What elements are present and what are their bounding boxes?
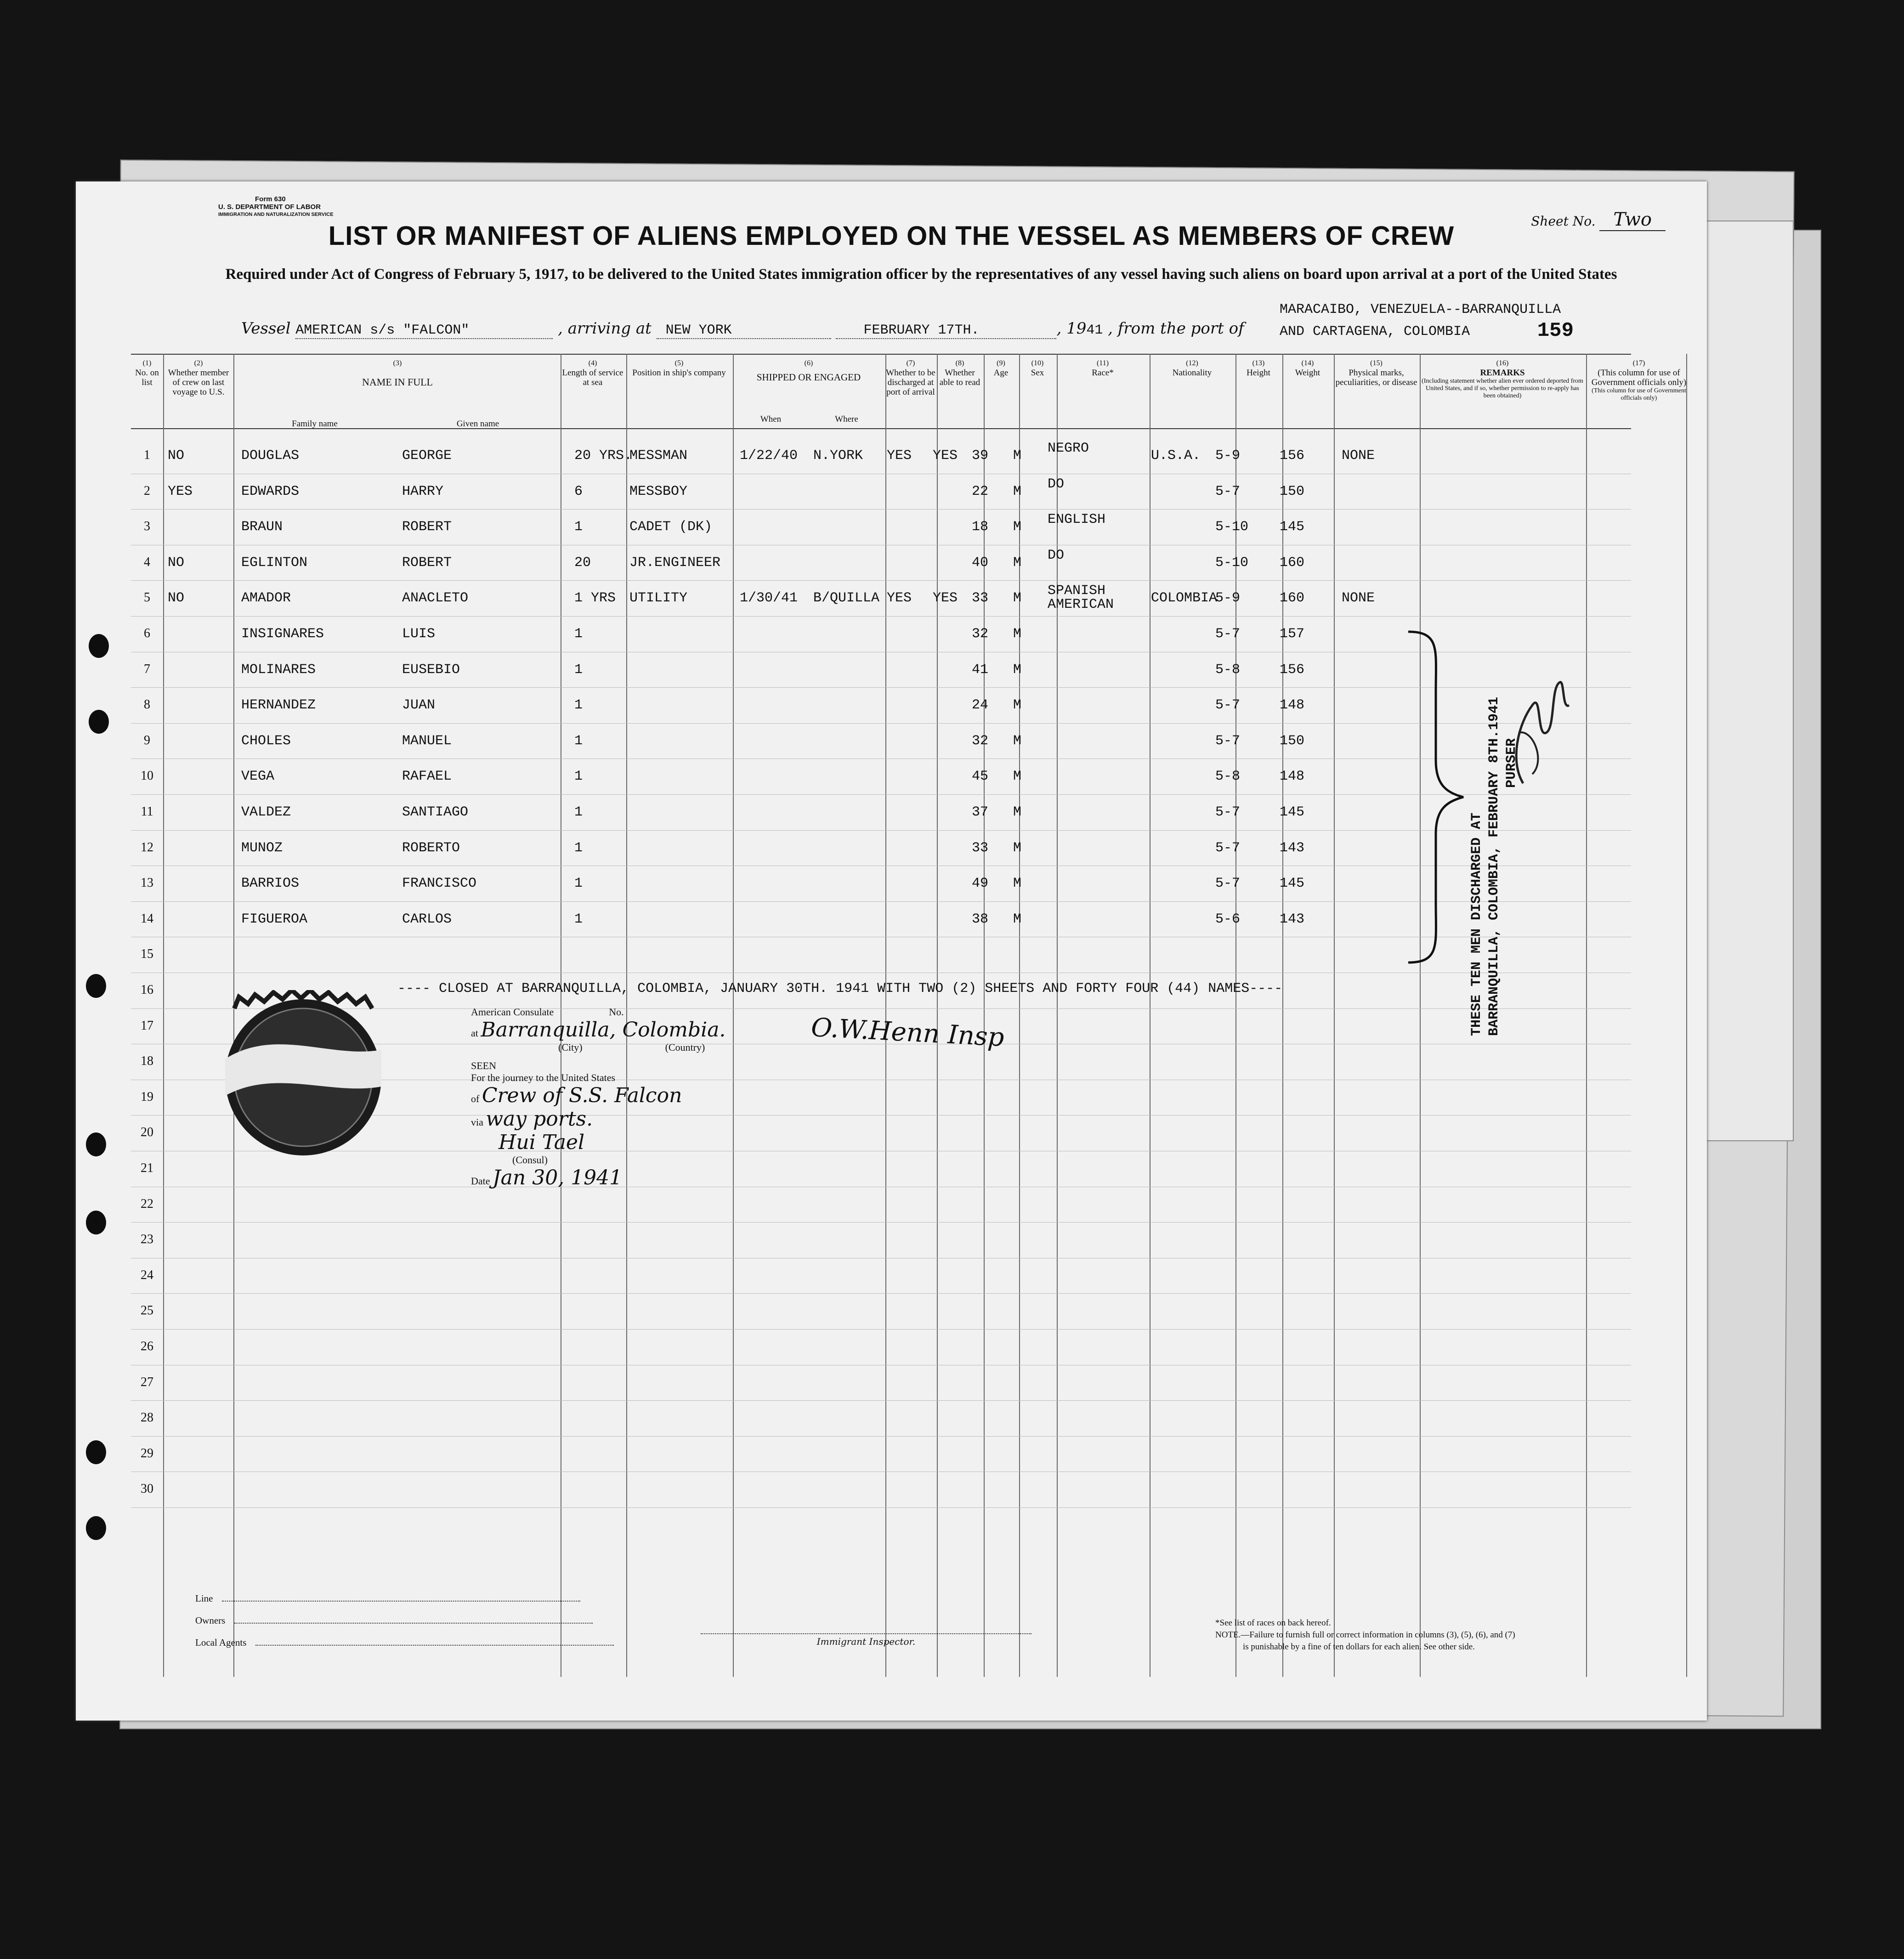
punch-hole <box>86 974 106 998</box>
cell-given: LUIS <box>402 626 436 642</box>
cell-height: 5-7 <box>1215 626 1241 642</box>
cell-sex: M <box>1013 733 1022 749</box>
immigrant-inspector-line: Immigrant Inspector. <box>701 1633 1031 1647</box>
cell-weight: 160 <box>1280 555 1305 571</box>
cell-service: 1 <box>574 626 583 642</box>
column-divider <box>1235 354 1236 1677</box>
cell-weight: 145 <box>1280 804 1305 820</box>
cell-age: 37 <box>972 804 989 820</box>
cell-height: 5-7 <box>1215 483 1241 499</box>
from-port-1: MARACAIBO, VENEZUELA--BARRANQUILLA <box>1280 302 1561 317</box>
cell-when: 1/30/41 <box>740 590 798 606</box>
column-divider <box>163 354 164 1677</box>
cell-read: YES <box>933 448 958 464</box>
of-label: of <box>471 1093 480 1104</box>
cell-sex: M <box>1013 448 1022 464</box>
cell-height: 5-7 <box>1215 697 1241 713</box>
cell-family: DOUGLAS <box>241 448 300 464</box>
cell-given: JUAN <box>402 697 436 713</box>
cell-position: CADET (DK) <box>629 519 713 535</box>
consulate-label: American Consulate <box>471 1006 554 1018</box>
seen-label: SEEN <box>471 1060 496 1071</box>
row-number: 12 <box>141 840 153 855</box>
cell-nationality: COLOMBIA <box>1151 590 1218 606</box>
row-number: 2 <box>144 483 150 498</box>
cell-weight: 150 <box>1280 483 1305 499</box>
row-number: 25 <box>141 1303 153 1318</box>
row-rule <box>131 616 1631 617</box>
cell-service: 20 YRS. <box>574 448 633 464</box>
header-where: Where <box>835 414 858 424</box>
cell-age: 18 <box>972 519 989 535</box>
punch-hole <box>86 1211 106 1234</box>
row-number: 18 <box>141 1054 153 1069</box>
column-divider <box>1282 354 1283 1677</box>
row-number: 14 <box>141 911 153 926</box>
row-number: 3 <box>144 519 150 534</box>
cell-given: CARLOS <box>402 911 452 927</box>
cell-height: 5-6 <box>1215 911 1241 927</box>
cell-family: AMADOR <box>241 590 291 606</box>
cell-family: INSIGNARES <box>241 626 324 642</box>
visa-date: Jan 30, 1941 <box>493 1166 623 1189</box>
column-divider <box>937 354 938 1677</box>
column-divider <box>733 354 734 1677</box>
cell-age: 32 <box>972 626 989 642</box>
footer-fields <box>195 1587 614 1653</box>
row-number: 9 <box>144 733 150 747</box>
row-number: 4 <box>144 555 150 569</box>
cell-position: MESSBOY <box>629 483 688 499</box>
cell-discharged: YES <box>887 590 912 606</box>
cell-age: 39 <box>972 448 989 464</box>
header-read: (8) Whether able to read <box>939 359 980 387</box>
cell-sex: M <box>1013 876 1022 892</box>
consulate-city: Barranquilla, Colombia. <box>481 1018 726 1042</box>
row-rule <box>131 509 1631 510</box>
row-rule <box>131 1222 1631 1223</box>
cell-weight: 156 <box>1280 448 1305 464</box>
cell-given: ROBERT <box>402 519 452 535</box>
row-rule <box>131 1436 1631 1437</box>
cell-family: CHOLES <box>241 733 291 749</box>
cell-family: MUNOZ <box>241 840 283 856</box>
cell-position: JR.ENGINEER <box>629 555 721 571</box>
header-when: When <box>760 414 782 424</box>
cell-weight: 145 <box>1280 876 1305 892</box>
header-age: (9) Age <box>993 359 1009 378</box>
cell-age: 33 <box>972 840 989 856</box>
consulate-at-label: at <box>471 1027 478 1039</box>
row-number: 19 <box>141 1089 153 1104</box>
journey-of-value: Crew of S.S. Falcon <box>482 1084 682 1107</box>
header-height: (13) Height <box>1247 359 1270 378</box>
purser-signature <box>1505 668 1578 797</box>
from-port-label: , from the port of <box>1108 319 1244 338</box>
cell-height: 5-10 <box>1215 519 1249 535</box>
cell-weight: 145 <box>1280 519 1305 535</box>
cell-race: SPANISH AMERICAN <box>1048 583 1114 613</box>
row-number: 6 <box>144 626 150 640</box>
header-nationality: (12) Nationality <box>1172 359 1212 378</box>
journey-via-value: way ports. <box>486 1107 593 1131</box>
header-family-name: Family name <box>292 419 338 429</box>
punch-hole <box>86 1516 106 1540</box>
cell-age: 40 <box>972 555 989 571</box>
cell-given: EUSEBIO <box>402 662 460 678</box>
remarks-line-1: THESE TEN MEN DISCHARGED AT <box>1469 812 1485 1036</box>
cell-race: DO <box>1048 547 1065 563</box>
owners-label: Owners <box>195 1615 226 1626</box>
cell-last: YES <box>168 483 193 499</box>
row-number: 20 <box>141 1125 153 1140</box>
sheet-number-label: Sheet No. <box>1531 214 1596 229</box>
closed-statement: ---- CLOSED AT BARRANQUILLA, COLOMBIA, JANUARY 30TH. 1941 WITH TWO (2) SHEETS AND FORTY FOUR (44) NAMES---- <box>397 981 1283 996</box>
cell-sex: M <box>1013 555 1022 571</box>
cell-read: YES <box>933 590 958 606</box>
arriving-value: NEW YORK <box>657 323 831 339</box>
cell-sex: M <box>1013 626 1022 642</box>
cell-sex: M <box>1013 804 1022 820</box>
vessel-value: AMERICAN s/s "FALCON" <box>295 323 553 339</box>
row-number: 29 <box>141 1446 153 1461</box>
row-number: 16 <box>141 983 153 997</box>
arriving-label: , arriving at <box>558 319 652 338</box>
row-number: 15 <box>141 947 153 962</box>
column-divider <box>885 354 886 1677</box>
row-number: 17 <box>141 1018 153 1033</box>
vessel-line <box>241 319 1244 339</box>
cell-position: UTILITY <box>629 590 688 606</box>
row-number: 7 <box>144 662 150 676</box>
cell-family: VALDEZ <box>241 804 291 820</box>
cell-sex: M <box>1013 519 1022 535</box>
cell-height: 5-7 <box>1215 840 1241 856</box>
cell-sex: M <box>1013 483 1022 499</box>
row-number: 11 <box>141 804 153 819</box>
cell-given: SANTIAGO <box>402 804 469 820</box>
column-divider <box>1334 354 1335 1677</box>
header-no: (1) No. on list <box>135 359 159 387</box>
cell-last: NO <box>168 555 185 571</box>
date-label: Date <box>471 1175 490 1187</box>
cell-service: 1 <box>574 911 583 927</box>
table-header <box>131 354 1687 429</box>
header-sex: (10) Sex <box>1031 359 1044 378</box>
cell-given: ROBERT <box>402 555 452 571</box>
journey-label: For the journey to the United States <box>471 1072 616 1083</box>
cell-weight: 143 <box>1280 911 1305 927</box>
year-prefix: , 19 <box>1056 319 1087 338</box>
column-divider <box>1420 354 1421 1677</box>
header-remarks: (16) REMARKS (Including statement whether alien ever ordered deported from United States, and if so, whether permission to re-apply has been obtained) <box>1422 359 1583 399</box>
year-value: 41 <box>1086 323 1103 338</box>
cell-height: 5-7 <box>1215 733 1241 749</box>
cell-height: 5-7 <box>1215 804 1241 820</box>
remarks-line-2: BARRANQUILLA, COLOMBIA, FEBRUARY 8TH.1941 <box>1486 696 1502 1036</box>
header-service: (4) Length of service at sea <box>562 359 623 387</box>
row-number: 22 <box>141 1196 153 1211</box>
cell-height: 5-10 <box>1215 555 1249 571</box>
cell-family: BRAUN <box>241 519 283 535</box>
cell-service: 1 <box>574 519 583 535</box>
row-number: 10 <box>141 769 153 783</box>
cell-age: 49 <box>972 876 989 892</box>
cell-race: DO <box>1048 476 1065 492</box>
row-rule <box>131 580 1631 581</box>
footnote <box>1215 1617 1515 1653</box>
cell-where: B/QUILLA <box>813 590 880 606</box>
record-code: 159 <box>1537 319 1574 342</box>
cell-family: HERNANDEZ <box>241 697 316 713</box>
cell-height: 5-9 <box>1215 590 1241 606</box>
cell-given: ANACLETO <box>402 590 469 606</box>
page-subtitle: Required under Act of Congress of February 5, 1917, to be delivered to the United States immigration officer by the representatives of any vessel having such aliens on board upon arrival at a port of the United States <box>225 266 1617 283</box>
cell-sex: M <box>1013 590 1022 606</box>
cell-height: 5-8 <box>1215 662 1241 678</box>
row-number: 13 <box>141 876 153 890</box>
header-weight: (14) Weight <box>1295 359 1320 378</box>
header-discharged: (7) Whether to be discharged at port of arrival <box>886 359 935 397</box>
cell-given: RAFAEL <box>402 769 452 785</box>
line-label: Line <box>195 1593 213 1604</box>
cell-age: 41 <box>972 662 989 678</box>
agents-label: Local Agents <box>195 1637 247 1648</box>
cell-position: MESSMAN <box>629 448 688 464</box>
header-shipped: (6) SHIPPED OR ENGAGED <box>756 359 861 383</box>
cell-where: N.YORK <box>813 448 863 464</box>
row-rule <box>131 1329 1631 1330</box>
cell-marks: NONE <box>1342 590 1375 606</box>
department-name: U. S. DEPARTMENT OF LABOR <box>218 203 321 211</box>
header-position: (5) Position in ship's company <box>632 359 726 378</box>
arrival-date: FEBRUARY 17TH. <box>836 323 1056 339</box>
cell-sex: M <box>1013 840 1022 856</box>
consul-caption: (Consul) <box>512 1154 548 1166</box>
cell-when: 1/22/40 <box>740 448 798 464</box>
cell-age: 24 <box>972 697 989 713</box>
header-physical-marks: (15) Physical marks, peculiarities, or disease <box>1335 359 1417 387</box>
sheet-number-value: Two <box>1599 209 1666 231</box>
cell-discharged: YES <box>887 448 912 464</box>
cell-service: 1 <box>574 804 583 820</box>
cell-weight: 148 <box>1280 697 1305 713</box>
cell-height: 5-8 <box>1215 769 1241 785</box>
row-number: 8 <box>144 697 150 712</box>
cell-sex: M <box>1013 911 1022 927</box>
column-divider <box>1586 354 1587 1677</box>
cell-weight: 156 <box>1280 662 1305 678</box>
row-number: 21 <box>141 1161 153 1175</box>
via-label: via <box>471 1116 483 1128</box>
row-number: 28 <box>141 1410 153 1425</box>
footnote-penalty-2: is punishable by a fine of ten dollars for each alien. See other side. <box>1243 1642 1475 1652</box>
from-port-2: AND CARTAGENA, COLOMBIA <box>1280 324 1470 340</box>
footnote-races: *See list of races on back hereof. <box>1215 1618 1331 1628</box>
cell-family: MOLINARES <box>241 662 316 678</box>
cell-family: BARRIOS <box>241 876 300 892</box>
consul-signature: Hui Tael <box>499 1131 585 1154</box>
cell-given: MANUEL <box>402 733 452 749</box>
punch-hole <box>89 710 109 734</box>
column-divider <box>984 354 985 1677</box>
row-rule <box>131 1400 1631 1401</box>
row-rule <box>131 1507 1631 1508</box>
country-caption: (Country) <box>665 1042 705 1053</box>
cell-service: 1 <box>574 697 583 713</box>
cell-sex: M <box>1013 697 1022 713</box>
city-caption: (City) <box>558 1042 583 1053</box>
punch-hole <box>86 1440 106 1464</box>
purser-label: PURSER <box>1504 738 1519 788</box>
cell-race: NEGRO <box>1048 441 1089 456</box>
cell-given: GEORGE <box>402 448 452 464</box>
curly-brace <box>1399 623 1491 972</box>
header-last-voyage: (2) Whether member of crew on last voyage to U.S. <box>168 359 229 397</box>
header-race: (11) Race* <box>1092 359 1114 378</box>
vessel-label: Vessel <box>241 319 291 338</box>
cell-sex: M <box>1013 662 1022 678</box>
row-number: 23 <box>141 1232 153 1247</box>
cell-service: 1 <box>574 769 583 785</box>
cell-height: 5-7 <box>1215 876 1241 892</box>
row-number: 24 <box>141 1268 153 1282</box>
cell-marks: NONE <box>1342 448 1375 464</box>
header-given-name: Given name <box>456 419 499 429</box>
cell-given: HARRY <box>402 483 444 499</box>
header-name: (3) NAME IN FULL <box>362 359 433 388</box>
consulate-no-label: No. <box>609 1006 624 1018</box>
cell-age: 38 <box>972 911 989 927</box>
row-number: 5 <box>144 590 150 605</box>
row-number: 1 <box>144 448 150 462</box>
cell-service: 20 <box>574 555 591 571</box>
column-divider <box>1019 354 1020 1677</box>
header-inspector-action: (17) (This column for use of Government officials only) (This column for use of Government officials only) <box>1591 359 1687 402</box>
cell-weight: 148 <box>1280 769 1305 785</box>
cell-service: 1 <box>574 662 583 678</box>
cell-age: 33 <box>972 590 989 606</box>
cell-age: 32 <box>972 733 989 749</box>
cell-family: EGLINTON <box>241 555 308 571</box>
page-title: LIST OR MANIFEST OF ALIENS EMPLOYED ON THE VESSEL AS MEMBERS OF CREW <box>328 221 1455 251</box>
cell-weight: 160 <box>1280 590 1305 606</box>
cell-nationality: U.S.A. <box>1151 448 1201 464</box>
cell-service: 1 <box>574 733 583 749</box>
punch-hole <box>86 1132 106 1156</box>
row-rule <box>131 1293 1631 1294</box>
service-name: IMMIGRATION AND NATURALIZATION SERVICE <box>218 212 334 217</box>
cell-last: NO <box>168 590 185 606</box>
footnote-penalty-1: NOTE.—Failure to furnish full or correct information in columns (3), (5), (6), and (7) <box>1215 1630 1515 1640</box>
cell-weight: 157 <box>1280 626 1305 642</box>
inspector-signature: O.W.Henn Insp <box>810 1013 1005 1053</box>
cell-weight: 143 <box>1280 840 1305 856</box>
cell-age: 22 <box>972 483 989 499</box>
form-identifier <box>218 195 334 219</box>
cell-weight: 150 <box>1280 733 1305 749</box>
row-number: 30 <box>141 1482 153 1496</box>
punch-hole <box>89 634 109 658</box>
cell-sex: M <box>1013 769 1022 785</box>
cell-family: EDWARDS <box>241 483 300 499</box>
consular-visa <box>471 1006 725 1189</box>
cell-service: 1 YRS <box>574 590 616 606</box>
cell-service: 1 <box>574 840 583 856</box>
column-divider <box>1686 354 1687 1677</box>
form-number: Form 630 <box>255 195 286 203</box>
cell-last: NO <box>168 448 185 464</box>
row-number: 27 <box>141 1375 153 1389</box>
cell-family: FIGUEROA <box>241 911 308 927</box>
consular-seal <box>211 990 395 1165</box>
cell-given: ROBERTO <box>402 840 460 856</box>
row-number: 26 <box>141 1339 153 1353</box>
cell-service: 6 <box>574 483 583 499</box>
cell-family: VEGA <box>241 769 275 785</box>
cell-given: FRANCISCO <box>402 876 477 892</box>
cell-height: 5-9 <box>1215 448 1241 464</box>
cell-race: ENGLISH <box>1048 512 1106 528</box>
manifest-sheet <box>76 181 1707 1721</box>
cell-service: 1 <box>574 876 583 892</box>
cell-age: 45 <box>972 769 989 785</box>
